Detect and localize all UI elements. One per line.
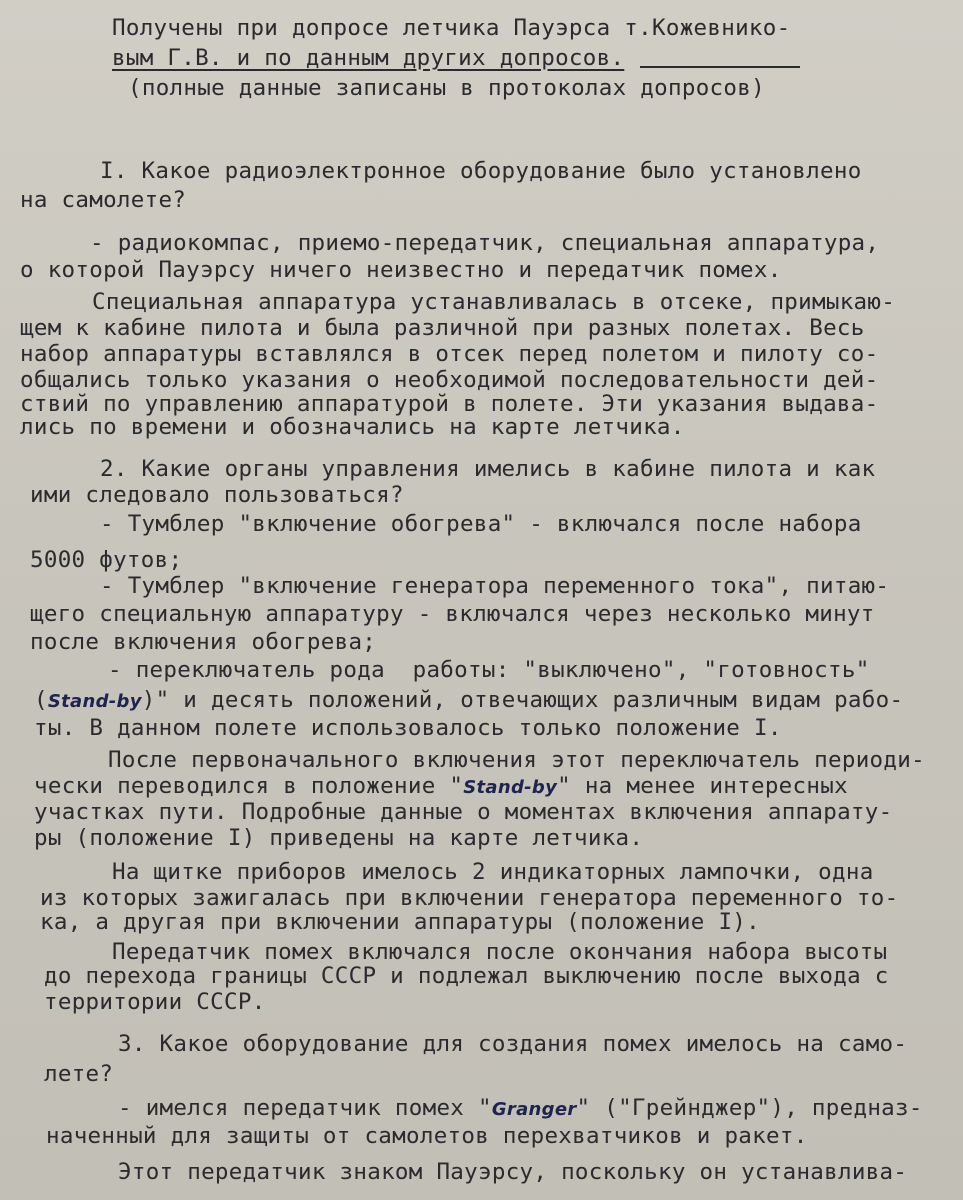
- para-2-line-2-end: " на менее интересных: [557, 773, 848, 799]
- answer-2b-line-3: после включения обогрева;: [30, 629, 377, 655]
- open-paren: (: [34, 687, 48, 713]
- answer-1-line-1: - радиокомпас, приемо-передатчик, специальная аппаратура,: [90, 230, 880, 256]
- answer-1-line-2: о которой Пауэрсу ничего неизвестно и передатчик помех.: [20, 257, 782, 283]
- para-1-line-2: щем к кабине пилота и была различной при разных полетах. Весь: [20, 315, 865, 341]
- para-2-line-3: участках пути. Подробные данные о моментах включения аппарату-: [34, 799, 893, 825]
- para-2-line-1: После первоначального включения этот переключатель периоди-: [108, 747, 925, 773]
- para-1-line-5: ствий по управлению аппаратурой в полете. Эти указания выдава-: [20, 391, 879, 417]
- header-line-3: (полные данные записаны в протоколах допросов): [128, 75, 765, 101]
- para-1-line-1: Специальная аппаратура устанавливалась в отсеке, примыкаю-: [92, 289, 896, 315]
- header-line-1: Получены при допросе летчика Пауэрса т.Кожевнико-: [112, 15, 791, 41]
- header-line-2: вым Г.В. и по данным других допросов.: [112, 45, 625, 71]
- answer-2b-line-1: - Тумблер "включение генератора переменного тока", питаю-: [100, 573, 890, 599]
- question-1-line-2: на самолете?: [20, 187, 187, 213]
- para-1-line-6: лись по времени и обозначались на карте летчика.: [20, 414, 685, 440]
- answer-3-line-1-start: - имелся передатчик помех ": [118, 1095, 492, 1121]
- para-2-line-2-start: чески переводился в положение ": [34, 773, 464, 799]
- answer-2a-line-2: 5000 футов;: [30, 547, 183, 573]
- answer-2a-line-1: - Тумблер "включение обогрева" - включался после набора: [100, 511, 862, 537]
- question-2-line-2: ими следовало пользоваться?: [30, 482, 404, 508]
- handwritten-granger: Granger: [491, 1099, 577, 1120]
- question-1-line-1: I. Какое радиоэлектронное оборудование было установлено: [100, 158, 862, 184]
- answer-2c-line-2: [34, 686, 903, 716]
- para-3-line-2: из которых зажигалась при включении генератора переменного то-: [40, 885, 899, 911]
- para-4-line-1: Передатчик помех включался после окончания набора высоты: [112, 939, 888, 965]
- question-3-line-1: 3. Какое оборудование для создания помех имелось на само-: [118, 1031, 908, 1057]
- question-3-line-2: лете?: [44, 1061, 114, 1087]
- para-4-line-3: территории СССР.: [44, 989, 266, 1015]
- answer-2c-line-1: - переключатель рода работы: "выключено", "готовность": [108, 657, 870, 683]
- header-underline-rule: [640, 66, 800, 68]
- para-3-line-3: ка, а другая при включении аппаратуры (положение I).: [40, 909, 760, 935]
- answer-2c-line-3: ты. В данном полете использовалось только положение I.: [34, 715, 782, 741]
- question-2-line-1: 2. Какие органы управления имелись в кабине пилота и как: [100, 456, 876, 482]
- answer-3-line-1: [118, 1094, 923, 1124]
- answer-3-line-2: наченный для защиты от самолетов перехватчиков и ракет.: [46, 1123, 808, 1149]
- para-4-line-2: до перехода границы СССР и подлежал выключению после выхода с: [44, 963, 889, 989]
- para-2-line-4: ры (положение I) приведены на карте летчика.: [34, 825, 644, 851]
- para-1-line-4: общались только указания о необходимой последовательности дей-: [20, 367, 879, 393]
- answer-2c-line-2-rest: )" и десять положений, отвечающих различным видам рабо-: [141, 687, 904, 713]
- answer-2b-line-2: щего специальную аппаратуру - включался через несколько минут: [30, 601, 875, 627]
- para-1-line-3: набор аппаратуры вставлялся в отсек перед полетом и пилоту со-: [20, 341, 879, 367]
- handwritten-standby-2: Stand-by: [463, 777, 558, 798]
- para-5-line-1: Этот передатчик знаком Пауэрсу, поскольку он устанавлива-: [118, 1159, 908, 1185]
- answer-3-line-1-end: " ("Грейнджер"), предназ-: [576, 1095, 923, 1121]
- handwritten-standby-1: Stand-by: [47, 691, 142, 712]
- para-3-line-1: На щитке приборов имелось 2 индикаторных лампочки, одна: [112, 859, 874, 885]
